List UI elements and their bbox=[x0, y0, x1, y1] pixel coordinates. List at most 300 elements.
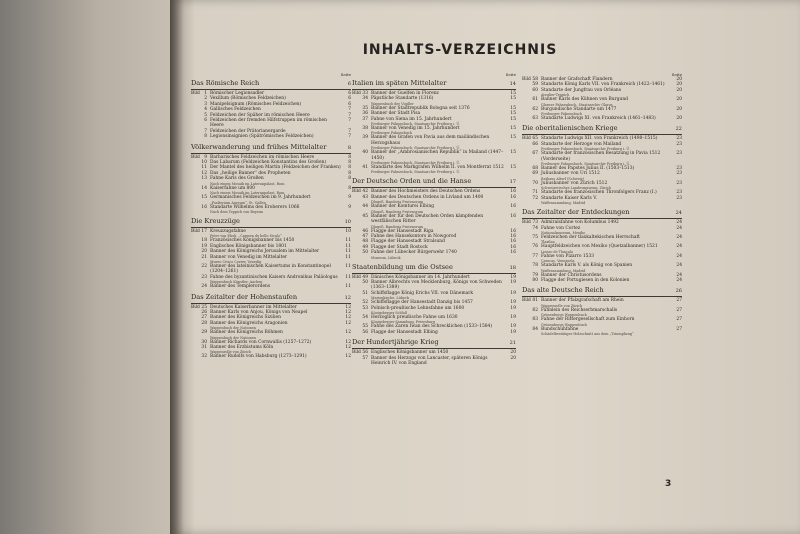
entry-title bbox=[541, 278, 672, 283]
entry-text: Standarte der Jungfrau von Orléans bbox=[541, 87, 621, 93]
entry-number: 33 bbox=[362, 91, 368, 96]
entry-source: Nach einem Mosaik im Lateranpalast, Rom bbox=[210, 181, 285, 186]
index-entry bbox=[522, 263, 682, 272]
index-entry bbox=[352, 150, 516, 165]
seite-label: Seite bbox=[340, 72, 351, 77]
index-section bbox=[191, 79, 351, 140]
section-rule bbox=[352, 273, 516, 274]
index-entry bbox=[522, 226, 682, 235]
entry-page: 15 bbox=[510, 116, 516, 122]
entry-number: 18 bbox=[201, 238, 207, 244]
entry-text: Flagge der Hansestadt Riga bbox=[371, 228, 434, 234]
entry-page: 9 bbox=[348, 195, 351, 201]
entry-title bbox=[541, 116, 672, 121]
entry-number: 17 bbox=[201, 228, 207, 234]
entry-text: Flagge der Portugiesen in den Kolonien bbox=[541, 277, 630, 283]
entry-text: Banner der Christusordens bbox=[541, 272, 602, 278]
index-entry bbox=[522, 317, 682, 326]
entry-source: Nach einem Mosaik im Lateranpalast, Rom bbox=[210, 191, 285, 196]
index-entry bbox=[522, 196, 682, 205]
entry-page: 24 bbox=[676, 225, 682, 231]
entry-number: 11 bbox=[201, 165, 207, 171]
entry-title bbox=[371, 315, 506, 324]
entry-source: Freiburger Fahnenbuch bbox=[541, 112, 583, 117]
entry-number: 32 bbox=[201, 354, 207, 360]
entry-text: Juliusbanner von Uri 1512 bbox=[541, 171, 600, 177]
entry-title bbox=[371, 126, 506, 135]
section-title: Italien im späten Mittelalter bbox=[352, 79, 447, 87]
bild-label: Bild bbox=[352, 274, 361, 280]
entry-page: 16 bbox=[510, 204, 516, 210]
entry-text: Standarte Wilhelms des Eroberers 1066 bbox=[210, 204, 300, 210]
entry-title bbox=[371, 291, 506, 300]
entry-text: Polnisch-preußische Lehnsfahne um 1600 bbox=[371, 305, 465, 311]
entry-page: 6 bbox=[348, 101, 351, 107]
entry-number: 10 bbox=[201, 160, 207, 166]
entry-number: 9 bbox=[204, 154, 207, 160]
entry-number: 14 bbox=[201, 185, 207, 191]
entry-number: 37 bbox=[362, 116, 368, 122]
seite-label: Seite bbox=[505, 72, 516, 77]
entry-number: 62 bbox=[532, 106, 538, 112]
index-entry bbox=[352, 330, 516, 335]
entry-source: Dlugoß, Banderia Prutenorum bbox=[371, 224, 423, 229]
entry-text: Fahne des Zaren Iwan des Schrecklichen (1533–1584) bbox=[371, 324, 493, 330]
entry-title bbox=[210, 284, 341, 289]
entry-text: Banner des Königreichs Aragonien bbox=[210, 320, 288, 326]
entry-number: 15 bbox=[201, 195, 207, 201]
section-page: 21 bbox=[509, 340, 516, 347]
entry-title bbox=[210, 354, 341, 359]
entry-title bbox=[210, 186, 341, 195]
entry-number: 68 bbox=[532, 166, 538, 172]
entry-source: Wappenbuch der Vigiller bbox=[371, 101, 414, 106]
index-entry bbox=[522, 171, 682, 180]
index-entry bbox=[191, 321, 351, 330]
entry-number: 49 bbox=[362, 244, 368, 250]
entry-page: 24 bbox=[676, 272, 682, 278]
index-entry bbox=[191, 134, 351, 139]
entry-text: Banner des Templerordens bbox=[210, 284, 271, 290]
entry-title bbox=[210, 330, 341, 339]
entry-text: Manipelsignum (Römisches Feldzeichen) bbox=[210, 101, 302, 107]
index-entry bbox=[352, 315, 516, 324]
entry-number: 63 bbox=[532, 116, 538, 122]
bild-label: Bild bbox=[191, 91, 200, 96]
bild-label: Bild bbox=[522, 77, 531, 82]
index-section bbox=[352, 79, 516, 174]
entry-page: 23 bbox=[676, 166, 682, 172]
index-entry bbox=[522, 235, 682, 244]
entry-number: 41 bbox=[362, 165, 368, 171]
entry-title bbox=[541, 327, 672, 336]
index-entry bbox=[522, 88, 682, 97]
entry-title bbox=[210, 205, 341, 214]
entry-source: Museum, Lübeck bbox=[371, 255, 401, 260]
entry-number: 53 bbox=[362, 305, 368, 311]
entry-page: 15 bbox=[510, 165, 516, 171]
entry-source: Nationalmuseum, Mexiko bbox=[541, 230, 586, 235]
entry-page: 12 bbox=[345, 339, 351, 345]
entry-number: 24 bbox=[201, 284, 207, 290]
section-title: Der Deutsche Orden und die Hanse bbox=[352, 177, 472, 186]
entry-text: Päpstliche Standarte (1316) bbox=[371, 96, 434, 102]
entry-number: 84 bbox=[532, 326, 538, 332]
entry-page: 8 bbox=[348, 185, 351, 191]
entry-page: 12 bbox=[345, 309, 351, 315]
entry-text: Banner der Stadtrepublik Bologna seit 1376 bbox=[371, 105, 470, 111]
entry-text: Barbarisches Feldzeichen im römischen Heere bbox=[210, 154, 315, 160]
section-page: 24 bbox=[675, 210, 682, 217]
entry-number: 28 bbox=[201, 320, 207, 326]
entry-text: Banner Karls von Anjou, Königs von Neapel bbox=[210, 309, 308, 315]
entry-page: 20 bbox=[676, 116, 682, 122]
section-rule bbox=[352, 348, 516, 349]
section-heading bbox=[191, 217, 351, 226]
entry-title bbox=[541, 181, 672, 190]
entry-text: Englisches Königsbanner um 1450 bbox=[371, 350, 449, 356]
bild-label: Bild bbox=[191, 154, 200, 160]
section-rule bbox=[191, 303, 351, 304]
bild-label: Bild bbox=[352, 189, 361, 195]
entry-source: Rathaus Altorf (Schweiz) bbox=[541, 176, 584, 181]
index-entry bbox=[191, 275, 351, 284]
entry-text: Banner des Königreichs Jerusalem im Mittelalter bbox=[210, 249, 320, 255]
entry-source: Waffensammlung, Madrid bbox=[541, 201, 586, 206]
entry-number: 12 bbox=[201, 170, 207, 176]
entry-page: 15 bbox=[510, 96, 516, 102]
entry-number: 73 bbox=[532, 220, 538, 226]
entry-number: 67 bbox=[532, 151, 538, 157]
section-title: Die oberitalienischen Kriege bbox=[522, 124, 618, 133]
entry-page: 11 bbox=[345, 249, 351, 255]
entry-number: 56 bbox=[362, 329, 368, 335]
index-entry bbox=[191, 118, 351, 129]
entry-number: 39 bbox=[362, 135, 368, 141]
entry-source: Freiburger Fahnenbuch, Staatsarchiv Freiburg i. Ü. bbox=[541, 147, 630, 152]
entry-number: 3 bbox=[204, 101, 207, 107]
entry-title bbox=[210, 264, 341, 275]
entry-text: Banner der Grafschaft Flandern bbox=[541, 77, 613, 82]
entry-source: Königsberger Sammlung, Petersburg bbox=[371, 320, 435, 325]
entry-page: 19 bbox=[510, 324, 516, 330]
entry-number: 70 bbox=[532, 180, 538, 186]
entry-text: Banner des Königreichs Sizilien bbox=[210, 315, 281, 321]
entry-source: Waffensammlung, Madrid bbox=[541, 268, 586, 273]
entry-page: 8 bbox=[348, 154, 351, 160]
entry-source: Wappenbuch der Nationen bbox=[210, 335, 256, 340]
entry-number: 61 bbox=[532, 97, 538, 103]
entry-text: Standarte des französischen Thronfolgers Franz (I.) bbox=[541, 190, 657, 196]
entry-text: Admiralsfahne von Kolumbus 1492 bbox=[541, 220, 619, 226]
entry-title bbox=[541, 226, 672, 235]
entry-page: 7 bbox=[348, 134, 351, 140]
entry-page: 11 bbox=[345, 284, 351, 290]
entry-title bbox=[541, 88, 672, 97]
index-entry bbox=[191, 205, 351, 214]
entry-source: Schweizerisches Landesmuseum, Zürich bbox=[541, 186, 611, 191]
index-entry bbox=[352, 117, 516, 126]
entry-title bbox=[210, 321, 341, 330]
index-section bbox=[522, 77, 682, 121]
entry-number: 77 bbox=[532, 253, 538, 259]
entry-title bbox=[541, 263, 672, 272]
entry-page: 24 bbox=[676, 263, 682, 269]
entry-number: 22 bbox=[201, 263, 207, 269]
index-section bbox=[352, 263, 516, 336]
index-entry bbox=[191, 186, 351, 195]
entry-page: 23 bbox=[676, 151, 682, 157]
entry-number: 21 bbox=[201, 254, 207, 260]
index-entry bbox=[352, 291, 516, 300]
entry-number: 74 bbox=[532, 225, 538, 231]
entry-text: Banner Richards von Cornwallis (1257–1272) bbox=[210, 339, 312, 345]
entry-source: Glarner Fahnenbuch, Staatsarchiv Glarus bbox=[541, 102, 613, 107]
section-heading bbox=[191, 79, 351, 88]
section-heading bbox=[191, 143, 351, 152]
section-rule bbox=[522, 296, 682, 297]
entry-source: Grünenbergs Wappenbuch bbox=[541, 322, 587, 327]
entry-source: Ateglier-Teppich bbox=[541, 93, 570, 98]
entry-page: 16 bbox=[510, 228, 516, 234]
entry-page: 7 bbox=[348, 128, 351, 134]
entry-source: Caracas, Venezuela bbox=[541, 259, 575, 264]
entry-text: Römischer Legionsadler bbox=[210, 91, 265, 96]
entry-text: Flagge der Stadt Rostock bbox=[371, 244, 428, 250]
entry-title bbox=[541, 171, 672, 180]
entry-text: Banner des Hochmeisters des Deutschen Ordens bbox=[371, 189, 481, 195]
section-title: Das Römische Reich bbox=[191, 79, 260, 87]
entry-title bbox=[371, 330, 506, 335]
entry-page: 23 bbox=[676, 136, 682, 142]
entry-number: 38 bbox=[362, 126, 368, 132]
entry-text: Banner Albrechts von Mecklenburg, Königs von Schweden (1363–1389) bbox=[371, 279, 502, 291]
section-rule bbox=[522, 134, 682, 135]
index-entry bbox=[522, 151, 682, 166]
entry-text: Flagge der Hansestadt Stralsund bbox=[371, 239, 445, 245]
entry-page: 20 bbox=[676, 82, 682, 88]
index-entry bbox=[352, 195, 516, 204]
entry-text: Das Labarum (Feldzeichen Konstantins des Großen) bbox=[210, 160, 327, 166]
entry-text: Banner der für den Deutschen Orden kämpfenden westfälischen Ritter bbox=[371, 213, 484, 225]
entry-number: 83 bbox=[532, 317, 538, 323]
index-entry bbox=[191, 255, 351, 264]
entry-number: 31 bbox=[201, 345, 207, 350]
entry-page: 10 bbox=[345, 228, 351, 234]
entry-page: 23 bbox=[676, 171, 682, 177]
entry-source: Lienzo de Tlaxcala bbox=[541, 249, 573, 254]
entry-text: Englisches Königsbanner bis 1801 bbox=[210, 243, 287, 249]
entry-text: Standarte Ludwigs XII. von Frankreich (1498–1515) bbox=[541, 136, 658, 142]
entry-source: Wappenrolle von Zürich bbox=[210, 350, 252, 355]
entry-title bbox=[371, 280, 506, 291]
section-title: Staatenbildung um die Ostsee bbox=[352, 262, 453, 271]
index-entry bbox=[352, 214, 516, 229]
entry-page: 19 bbox=[510, 300, 516, 306]
entry-number: 60 bbox=[532, 87, 538, 93]
entry-number: 46 bbox=[362, 228, 368, 234]
entry-source: Museo Civico Correr, Venedig bbox=[210, 259, 262, 264]
entry-page: 15 bbox=[510, 135, 516, 141]
entry-number: 79 bbox=[532, 272, 538, 278]
entry-page: 7 bbox=[348, 112, 351, 118]
entry-title bbox=[371, 306, 506, 315]
entry-number: 6 bbox=[204, 118, 207, 124]
entry-text: Fähnlein des Reichserbmarschalls bbox=[541, 307, 618, 313]
entry-title bbox=[210, 134, 341, 139]
entry-page: 16 bbox=[510, 213, 516, 219]
entry-text: Schiffsflagge König Erichs VII. von Dänemark bbox=[371, 290, 474, 296]
entry-text: Standarte Kaiser Karls V. bbox=[541, 195, 597, 201]
entry-page: 12 bbox=[345, 320, 351, 326]
entry-number: 47 bbox=[362, 233, 368, 239]
section-rule bbox=[352, 89, 516, 90]
section-page: 17 bbox=[509, 179, 516, 186]
section-page: 10 bbox=[344, 218, 351, 225]
entry-text: Bundschuhfahne bbox=[541, 326, 579, 332]
entry-source: Wappenbuch der Nationen bbox=[210, 326, 256, 331]
entry-number: 7 bbox=[204, 128, 207, 134]
entry-text: Banner von Venedig im 15. Jahrhundert bbox=[371, 126, 460, 132]
bild-label: Bild bbox=[352, 91, 361, 96]
entry-title bbox=[371, 135, 506, 150]
entry-title bbox=[210, 345, 341, 354]
bild-label: Bild bbox=[191, 228, 200, 234]
entry-text: Juliusbanner von Zürich 1512 bbox=[541, 180, 608, 186]
entry-page: 16 bbox=[510, 244, 516, 250]
entry-text: Germanisches Feldzeichen im 9. Jahrhundert bbox=[210, 195, 311, 201]
index-entry bbox=[352, 306, 516, 315]
entry-text: Banner der Pfalzgrafschaft am Rhein bbox=[541, 298, 624, 304]
entry-text: Fahne Karls des Großen bbox=[210, 176, 264, 182]
entry-page: 6 bbox=[348, 96, 351, 102]
entry-text: Dänisches Königsbanner im 14. Jahrhundert bbox=[371, 274, 470, 280]
bild-label: Bild bbox=[352, 350, 361, 356]
entry-text: Banner der Guelfen in Florenz bbox=[371, 91, 439, 96]
entry-source: „Psalterium Aureum“, St. Gallen bbox=[210, 200, 266, 205]
entry-number: 40 bbox=[362, 150, 368, 156]
entry-page: 7 bbox=[348, 118, 351, 124]
entry-number: 82 bbox=[532, 307, 538, 313]
entry-page: 20 bbox=[676, 77, 682, 82]
entry-number: 76 bbox=[532, 244, 538, 250]
entry-page: 27 bbox=[676, 317, 682, 323]
entry-text: Gallisches Feldzeichen bbox=[210, 107, 261, 113]
index-section bbox=[522, 208, 682, 283]
section-rule bbox=[352, 187, 516, 188]
entry-number: 66 bbox=[532, 141, 538, 147]
entry-page: 11 bbox=[345, 254, 351, 260]
entry-title bbox=[541, 107, 672, 116]
entry-title bbox=[541, 235, 672, 244]
entry-page: 20 bbox=[510, 355, 516, 361]
entry-number: 2 bbox=[204, 96, 207, 102]
entry-text: Burgundische Standarte um 1477 bbox=[541, 106, 617, 112]
entry-title bbox=[371, 250, 506, 259]
entry-text: Banner der Komturei Elbing bbox=[371, 204, 435, 210]
entry-page: 24 bbox=[676, 253, 682, 259]
entry-number: 36 bbox=[362, 111, 368, 117]
entry-number: 4 bbox=[204, 107, 207, 113]
index-entry bbox=[191, 284, 351, 289]
entry-page: 20 bbox=[676, 97, 682, 103]
entry-text: Banner Rudolfs von Habsburg (1273–1291) bbox=[210, 354, 307, 360]
entry-page: 16 bbox=[510, 250, 516, 256]
entry-title bbox=[210, 255, 341, 264]
index-section bbox=[522, 286, 682, 336]
entry-text: Feldzeichen der Prätorianergarde bbox=[210, 128, 286, 134]
entry-source: Freiburger Fahnenbuch, Staatsarchiv Freiburg i. Ü. bbox=[371, 146, 460, 151]
entry-text: Fahne des Hansekontors in Nowgorod bbox=[371, 233, 457, 239]
index-entry bbox=[191, 176, 351, 185]
entry-title bbox=[371, 150, 506, 165]
entry-page: 11 bbox=[345, 243, 351, 249]
entry-number: 65 bbox=[532, 136, 538, 142]
index-entry bbox=[522, 181, 682, 190]
entry-text: Legionsinsignien (Spätrömisches Feldzeichen) bbox=[210, 134, 314, 140]
entry-title bbox=[541, 196, 672, 205]
entry-page: 11 bbox=[345, 263, 351, 269]
index-entry bbox=[352, 356, 516, 367]
entry-text: Hauptfeldzeichen von Mexiko (Quetzalbanner) 1521 bbox=[541, 244, 658, 250]
entry-text: Banner des lateinischen Kaisertums in Konstantinopel (1204–1261) bbox=[210, 263, 331, 275]
entry-title bbox=[541, 142, 672, 151]
entry-title bbox=[541, 317, 672, 326]
entry-number: 26 bbox=[201, 309, 207, 315]
entry-number: 75 bbox=[532, 234, 538, 240]
index-section bbox=[352, 338, 516, 366]
entry-number: 48 bbox=[362, 239, 368, 245]
entry-source: Peter von Eboli, „Carmen de bello Siculo“ bbox=[210, 234, 282, 239]
section-heading bbox=[522, 208, 682, 217]
section-page: 22 bbox=[675, 126, 682, 133]
entry-number: 80 bbox=[532, 277, 538, 283]
entry-text: Fahne von Siena im 15. Jahrhundert bbox=[371, 116, 452, 122]
entry-text: Kaiserfahne um 800 bbox=[210, 185, 255, 191]
entry-number: 8 bbox=[204, 134, 207, 140]
entry-number: 50 bbox=[362, 250, 368, 256]
entry-page: 20 bbox=[676, 106, 682, 112]
entry-text: Banner des Königreichs Böhmen bbox=[210, 330, 283, 336]
index-entry bbox=[522, 244, 682, 253]
entry-text: Banner des Erzbistums Köln bbox=[210, 345, 274, 350]
entry-text: Flagge der Hansestadt Elbing bbox=[371, 329, 438, 335]
entry-title bbox=[541, 298, 672, 307]
entry-page: 23 bbox=[676, 190, 682, 196]
entry-number: 13 bbox=[201, 176, 207, 182]
entry-number: 5 bbox=[204, 112, 207, 118]
entry-title bbox=[541, 254, 672, 263]
index-entry bbox=[191, 264, 351, 275]
entry-page: 15 bbox=[510, 91, 516, 96]
entry-text: Banner von Venedig im Mittelalter bbox=[210, 254, 288, 260]
entry-page: 8 bbox=[348, 170, 351, 176]
entry-source: Königsberger Schloß bbox=[371, 310, 408, 315]
entry-number: 45 bbox=[362, 213, 368, 219]
entry-number: 78 bbox=[532, 263, 538, 269]
entry-page: 7 bbox=[348, 107, 351, 113]
index-column-2 bbox=[352, 72, 516, 512]
section-heading bbox=[191, 293, 351, 302]
seite-label: Seite bbox=[671, 72, 682, 77]
entry-page: 23 bbox=[676, 195, 682, 201]
section-page: 8 bbox=[347, 144, 351, 151]
index-entry bbox=[522, 97, 682, 106]
index-column-1 bbox=[191, 72, 351, 512]
entry-page: 12 bbox=[345, 354, 351, 360]
entry-text: Vexillum (Römisches Feldzeichen) bbox=[210, 96, 286, 102]
entry-page: 12 bbox=[345, 345, 351, 350]
